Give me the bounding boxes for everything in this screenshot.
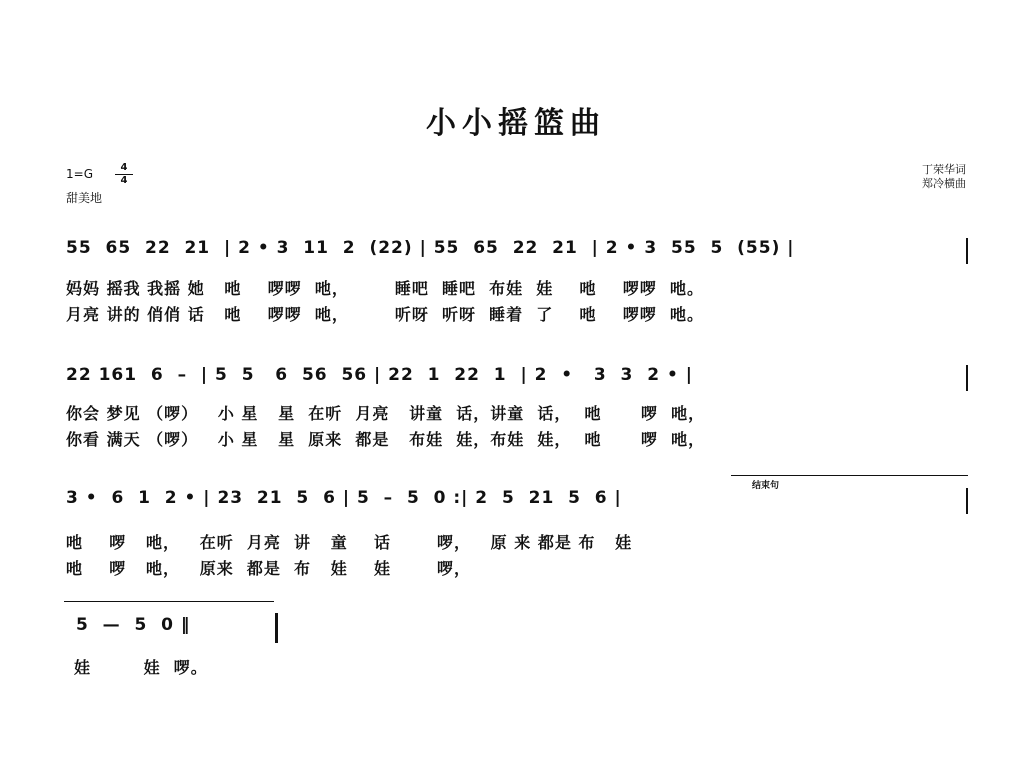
lyrics-row-3-verse-1: 吔 啰 吔， 在听 月亮 讲 童 话 啰， 原 来 都是 布 娃 [66, 533, 633, 552]
notes-row-3: 3 • 6 1 2 • | 23 21 5 6 | 5 – 5 0 :| 2 5 21 5 6 | [66, 488, 622, 508]
time-signature [115, 162, 133, 186]
song-title: 小小摇篮曲 [426, 106, 606, 141]
bar-line [966, 238, 968, 264]
composer: 郑冷横曲 [922, 177, 966, 190]
bar-line [966, 365, 968, 391]
bar-line [966, 488, 968, 514]
notes-row-1: 55 65 22 21 | 2 • 3 11 2 (22) | 55 65 22 21 | 2 • 3 55 5 (55) | [66, 238, 795, 258]
final-bar-line [275, 613, 278, 643]
notes-row-4: 5 — 5 0 ‖ [76, 615, 191, 635]
notes-row-2: 22 161 6 – | 5 5 6 56 56 | 22 1 22 1 | 2 • 3 3 2 • | [66, 365, 693, 385]
tempo-marking: 甜美地 [66, 191, 103, 205]
lyrics-row-4-verse-1: 娃 娃 啰。 [74, 658, 208, 677]
lyrics-row-2-verse-1: 你会 梦见 （啰） 小 星 星 在听 月亮 讲童 话，讲童 话， 吔 啰 吔， [66, 404, 706, 423]
lyrics-row-2-verse-2: 你看 满天 （啰） 小 星 星 原来 都是 布娃 娃，布娃 娃， 吔 啰 吔， [66, 430, 706, 449]
ending-label: 结束句 [752, 481, 780, 491]
lyrics-row-1-verse-1: 妈妈 摇我 我摇 她 吔 啰啰 吔， 睡吧 睡吧 布娃 娃 吔 啰啰 吔。 [66, 279, 704, 298]
time-signature-top: 4 [115, 162, 133, 175]
lyrics-row-3-verse-2: 吔 啰 吔， 原来 都是 布 娃 娃 啰， [66, 559, 471, 578]
lyrics-row-1-verse-2: 月亮 讲的 俏俏 话 吔 啰啰 吔， 听呀 听呀 睡着 了 吔 啰啰 吔。 [66, 305, 704, 324]
credits [922, 163, 966, 191]
lyricist: 丁荣华词 [922, 163, 966, 176]
ending-bracket [731, 475, 968, 476]
key-signature: 1=G [66, 167, 93, 181]
ending-bracket-continuation [64, 601, 274, 602]
time-signature-bottom: 4 [120, 175, 128, 186]
